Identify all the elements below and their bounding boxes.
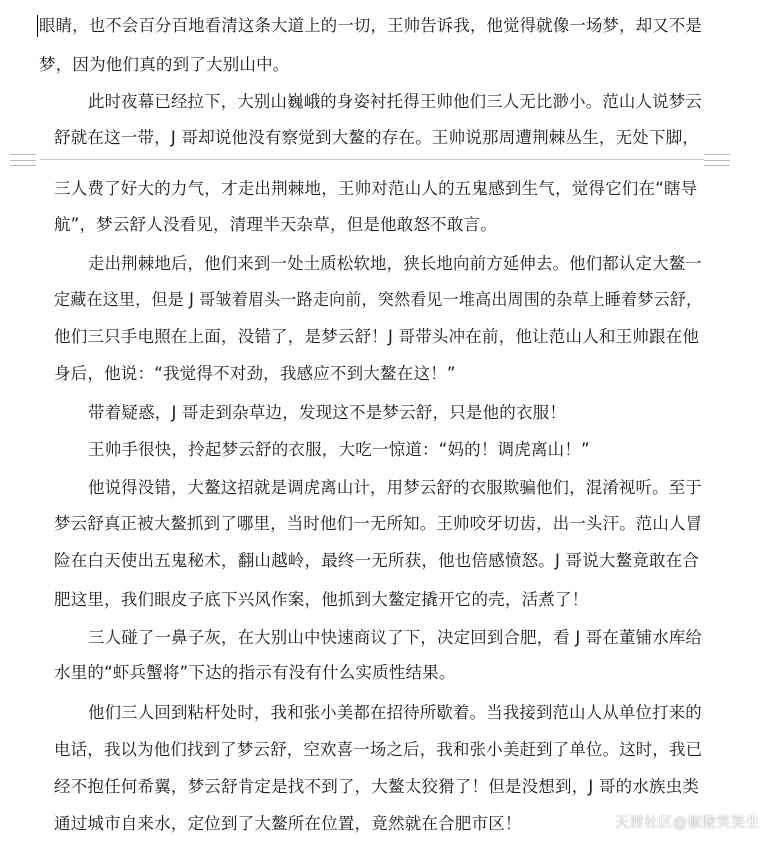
- text-line: 三人费了好大的力气，才走出荆棘地，王帅对范山人的五鬼感到生气，觉得它们在“瞎导: [54, 179, 698, 198]
- text-line: 王帅手很快，拎起梦云舒的衣服，大吃一惊道：“妈的！调虎离山！”: [88, 440, 590, 459]
- page-gap: [0, 157, 767, 163]
- text-line: 梦，因为他们真的到了大别山中。: [39, 55, 290, 74]
- text-line: 他说得没错，大鳌这招就是调虎离山计，用梦云舒的衣服欺骗他们，混淆视听。至于: [88, 478, 702, 497]
- text-line: 险在白天使出五鬼秘术，翻山越岭，最终一无所获，他也倍感愤怒。J 哥说大鳌竟敢在合: [54, 551, 700, 570]
- text-line: 梦云舒真正被大鳌抓到了哪里，当时他们一无所知。王帅咬牙切齿，出一头汗。范山人冒: [54, 514, 703, 533]
- text-line: 走出荆棘地后，他们来到一处土质松软地，狭长地向前方延伸去。他们都认定大鳌一: [88, 254, 702, 273]
- text-line: 经不抱任何希翼，梦云舒肯定是找不到了，大鳌太狡猾了！但是没想到，J 哥的水族虫类: [54, 777, 700, 796]
- text-line: 电话，我以为他们找到了梦云舒，空欢喜一场之后，我和张小美赶到了单位。这时，我已: [54, 740, 703, 759]
- text-line: 肥这里，我们眼皮子底下兴风作案，他抓到大鳌定撬开它的壳，活煮了！: [54, 590, 589, 609]
- page-break: [0, 150, 767, 172]
- text-line: 三人碰了一鼻子灰，在大别山中快速商议了下，决定回到合肥，看 J 哥在董铺水库给: [88, 628, 703, 647]
- text-line: 身后，他说：“我觉得不对劲，我感应不到大鳌在这！”: [54, 364, 456, 383]
- text-line: 此时夜幕已经拉下，大别山巍峨的身姿衬托得王帅他们三人无比渺小。范山人说梦云: [88, 92, 702, 111]
- text-line: 通过城市自来水，定位到了大鳌所在位置，竟然就在合肥市区！: [54, 814, 522, 833]
- text-line: 带着疑惑，J 哥走到杂草边，发现这不是梦云舒，只是他的衣服！: [88, 403, 567, 422]
- text-line: 水里的“虾兵蟹将”下达的指示有没有什么实质性结果。: [54, 663, 456, 682]
- text-line: 舒就在这一带，J 哥却说他没有察觉到大鳌的存在。王帅说那周遭荆棘丛生，无处下脚，: [54, 128, 700, 147]
- page-margin-marker-right: [704, 154, 730, 166]
- page-margin-marker-left: [10, 154, 36, 166]
- text-line: 他们三只手电照在上面，没错了，是梦云舒！J 哥带头冲在前，他让范山人和王帅跟在他: [54, 327, 700, 346]
- text-line: 航”，梦云舒人没看见，清理半天杂草，但是他敢怒不敢言。: [54, 215, 497, 234]
- text-line: 定藏在这里，但是 J 哥皱着眉头一路走向前，突然看见一堆高出周围的杂草上睡着梦云舒，: [54, 290, 703, 309]
- site-watermark: 天涯社区@椒陵笑笑生: [615, 815, 760, 831]
- text-line: 眼睛，也不会百分百地看清这条大道上的一切，王帅告诉我，他觉得就像一场梦，却又不是: [39, 16, 702, 35]
- text-line: 他们三人回到粘杆处时，我和张小美都在招待所歇着。当我接到范山人从单位打来的: [88, 703, 702, 722]
- text-cursor: [37, 15, 38, 37]
- page-break-rule: [40, 159, 704, 160]
